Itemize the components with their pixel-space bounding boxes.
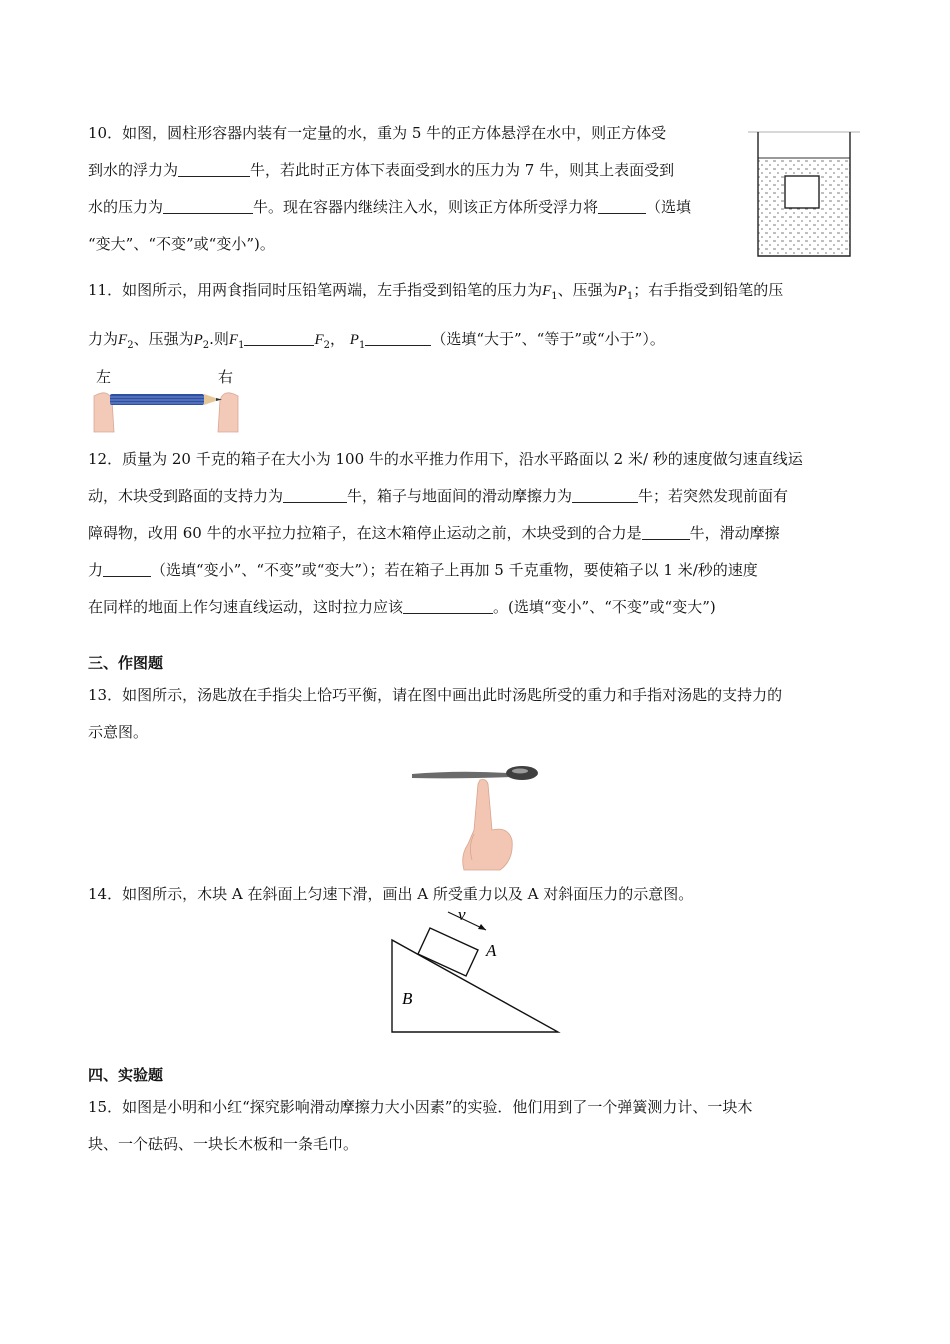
cube (785, 176, 819, 208)
q12-blank-pull-change[interactable] (403, 597, 493, 614)
q14-line1: 14．如图所示，木块 A 在斜面上匀速下滑，画出 A 所受重力以及 A 对斜面压力的示意图。 (88, 885, 694, 903)
label-b: B (402, 989, 413, 1008)
q10-line1: 10．如图，圆柱形容器内装有一定量的水，重为 5 牛的正方体悬浮在水中，则正方体受 (88, 124, 667, 142)
q11-blank-pressure[interactable] (365, 329, 431, 346)
right-finger (218, 393, 238, 432)
q10-blank-top-pressure[interactable] (163, 197, 253, 214)
q11-line1: 11．如图所示，用两食指同时压铅笔两端，左手指受到铅笔的压力为$F_1$、压强为$P_1$；右手指受到铅笔的压 (88, 281, 784, 302)
q11-line2: 力为$F_2$、压强为$P_2$.则$F_1$ $F_2$， $P_1$ （选填“大于”、“等于”或“小于”）。 (88, 330, 665, 351)
finger-hand (463, 780, 513, 871)
q10-line2: 到水的浮力为 牛，若此时正方体下表面受到水的压力为 7 牛，则其上表面受到 (88, 161, 675, 179)
spoon-figure (408, 760, 540, 872)
spoon-handle (412, 772, 512, 779)
container-figure (748, 126, 860, 260)
q12-line2: 动，木块受到路面的支持力为 牛，箱子与地面间的滑动摩擦力为 牛；若突然发现前面有 (88, 487, 789, 505)
q13-line1: 13．如图所示，汤匙放在手指尖上恰巧平衡，请在图中画出此时汤匙所受的重力和手指对汤匙的支持力的 (88, 686, 783, 704)
section-heading-experiment: 四、实验题 (88, 1066, 164, 1084)
section-heading-drawing: 三、作图题 (88, 654, 164, 672)
block-a (418, 928, 478, 976)
label-right: 右 (218, 368, 234, 386)
q12-blank-support[interactable] (283, 486, 347, 503)
q12-line4: 力 （选填“变小”、“不变”或“变大”）；若在箱子上再加 5 千克重物，要使箱子以 1 米/秒的速度 (88, 561, 758, 579)
label-v: v (458, 906, 466, 924)
q12-line1: 12．质量为 20 千克的箱子在大小为 100 牛的水平推力作用下，沿水平路面以 2 米/ 秒的速度做匀速直线运 (88, 450, 803, 468)
q15-line2: 块、一个砝码、一块长木板和一条毛巾。 (88, 1135, 359, 1153)
q10-line4: “变大”、“不变”或“变小”)。 (88, 235, 275, 253)
q12-blank-net-force[interactable] (642, 523, 690, 540)
q11-blank-force[interactable] (244, 329, 314, 346)
q10-blank-buoyancy[interactable] (178, 160, 250, 177)
pencil-figure (88, 366, 248, 436)
q15-line1: 15．如图是小明和小红“探究影响滑动摩擦力大小因素”的实验．他们用到了一个弹簧测力计、一块木 (88, 1098, 753, 1116)
q12-blank-friction[interactable] (572, 486, 638, 503)
label-a: A (486, 941, 497, 960)
q12-line5: 在同样的地面上作匀速直线运动，这时拉力应该 。(选填“变小”、“不变”或“变大”) (88, 598, 716, 616)
incline-figure (388, 906, 564, 1036)
q12-blank-friction-change[interactable] (103, 560, 151, 577)
q10-line3: 水的压力为 牛。现在容器内继续注入水，则该正方体所受浮力将 （选填 (88, 198, 692, 216)
label-left: 左 (96, 368, 112, 386)
q10-blank-buoyancy-change[interactable] (598, 197, 646, 214)
q13-line2: 示意图。 (88, 723, 149, 741)
q12-line3: 障碍物，改用 60 牛的水平拉力拉箱子，在这木箱停止运动之前，木块受到的合力是 牛，滑动摩擦 (88, 524, 780, 542)
